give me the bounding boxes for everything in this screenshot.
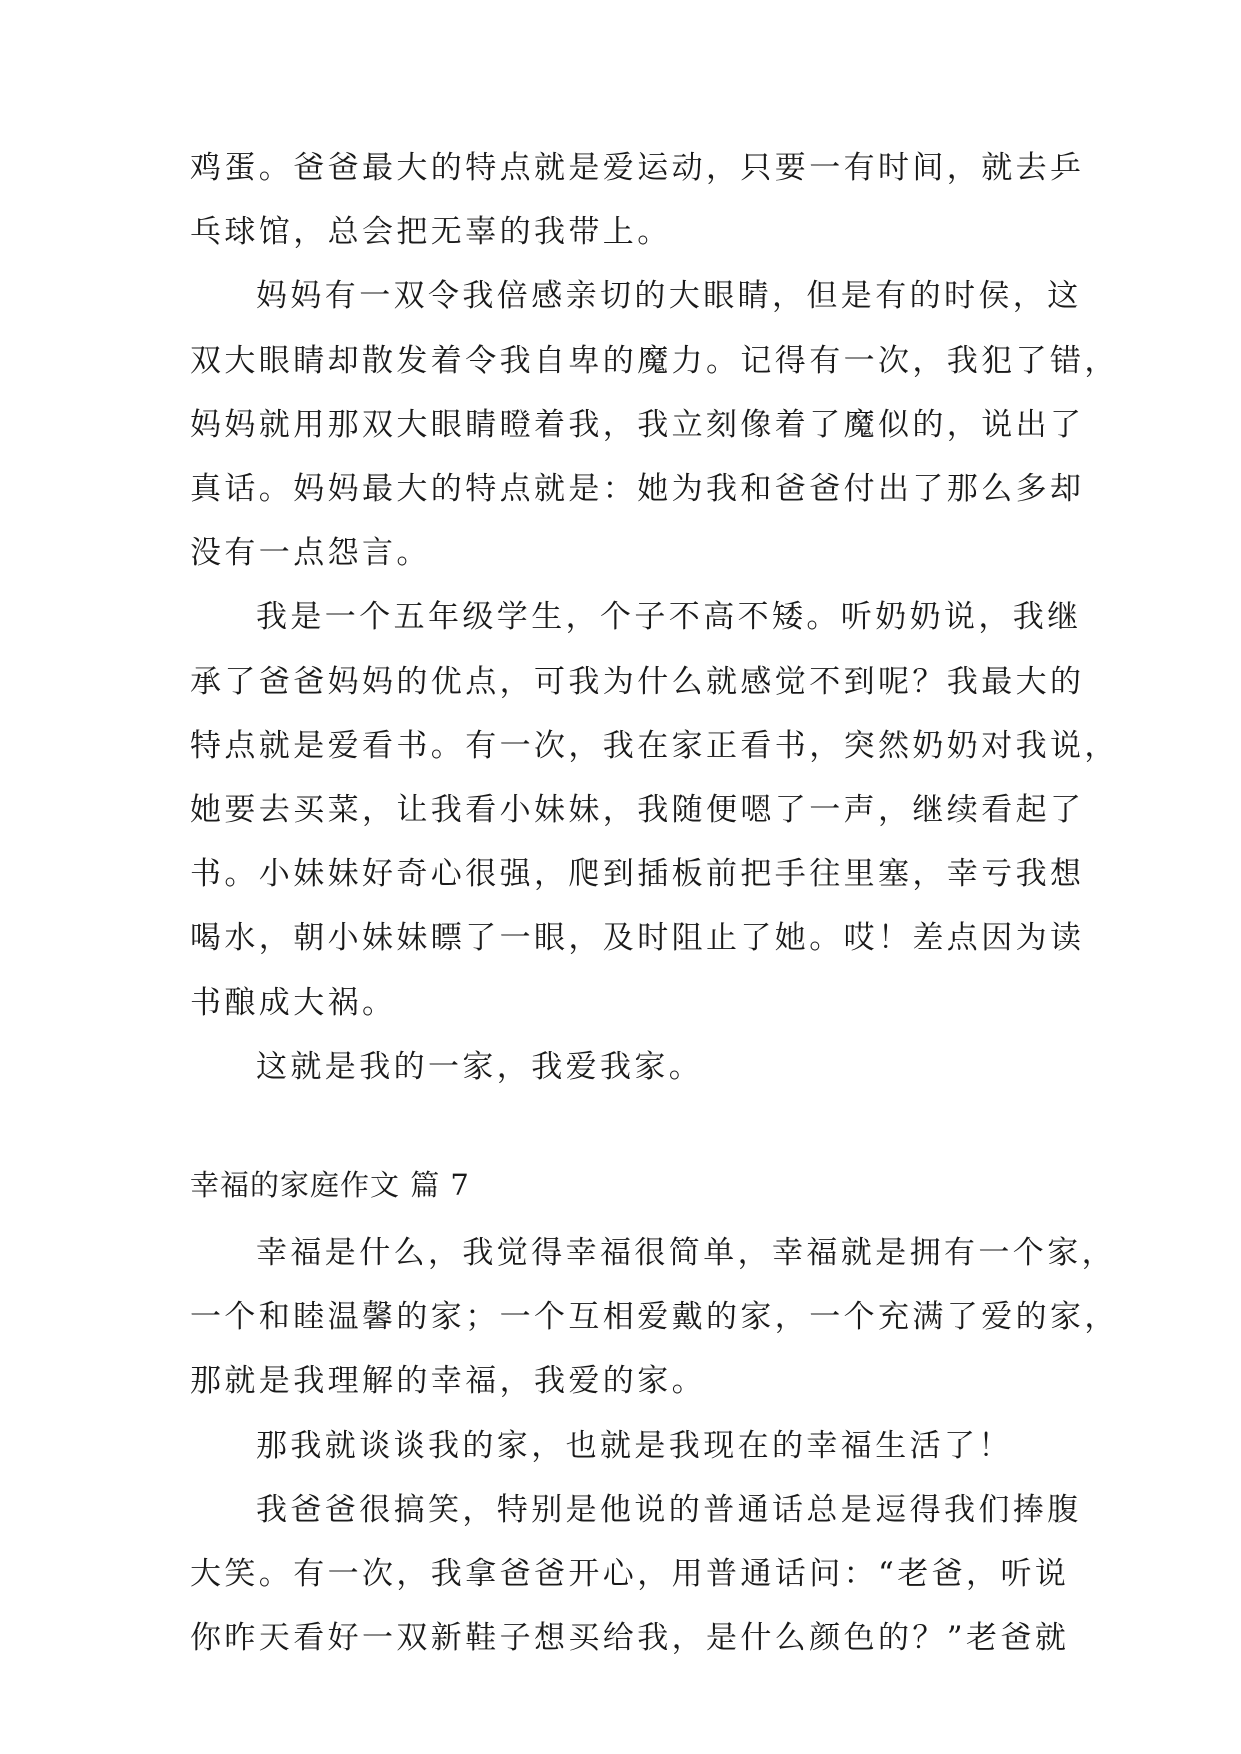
paragraph-start-line: 幸福是什么，我觉得幸福很简单，幸福就是拥有一个家，	[256, 1235, 1116, 1271]
section-title: 幸福的家庭作文 篇 7	[190, 1168, 470, 1202]
paragraph-start-line: 我爸爸很搞笑，特别是他说的普通话总是逗得我们捧腹	[256, 1492, 1082, 1528]
text-line: 书酿成大祸。	[190, 985, 397, 1021]
text-line: 鸡蛋。爸爸最大的特点就是爱运动，只要一有时间，就去乒	[190, 150, 1085, 186]
paragraph-start-line: 我是一个五年级学生，个子不高不矮。听奶奶说，我继	[256, 599, 1082, 635]
text-line: 没有一点怨言。	[190, 535, 431, 571]
text-line: 真话。妈妈最大的特点就是：她为我和爸爸付出了那么多却	[190, 471, 1085, 507]
paragraph-start-line: 妈妈有一双令我倍感亲切的大眼睛，但是有的时侯，这	[256, 278, 1082, 314]
text-line: 一个和睦温馨的家；一个互相爱戴的家，一个充满了爱的家，	[190, 1299, 1119, 1335]
text-line: 书。小妹妹好奇心很强，爬到插板前把手往里塞，幸亏我想	[190, 856, 1085, 892]
text-line: 她要去买菜，让我看小妹妹，我随便嗯了一声，继续看起了	[190, 792, 1085, 828]
text-line: 双大眼睛却散发着令我自卑的魔力。记得有一次，我犯了错，	[190, 343, 1119, 379]
text-line: 那就是我理解的幸福，我爱的家。	[190, 1363, 706, 1399]
text-line: 承了爸爸妈妈的优点，可我为什么就感觉不到呢？我最大的	[190, 664, 1085, 700]
text-line: 乓球馆，总会把无辜的我带上。	[190, 214, 672, 250]
text-line: 妈妈就用那双大眼睛瞪着我，我立刻像着了魔似的，说出了	[190, 407, 1085, 443]
text-line: 喝水，朝小妹妹瞟了一眼，及时阻止了她。哎！差点因为读	[190, 920, 1085, 956]
text-line: 你昨天看好一双新鞋子想买给我，是什么颜色的？”老爸就	[190, 1620, 1070, 1656]
text-line: 特点就是爱看书。有一次，我在家正看书，突然奶奶对我说，	[190, 728, 1119, 764]
paragraph-start-line: 这就是我的一家，我爱我家。	[256, 1049, 704, 1085]
text-line: 大笑。有一次，我拿爸爸开心，用普通话问：“老爸，听说	[190, 1556, 1070, 1592]
paragraph-start-line: 那我就谈谈我的家，也就是我现在的幸福生活了！	[256, 1428, 1013, 1464]
